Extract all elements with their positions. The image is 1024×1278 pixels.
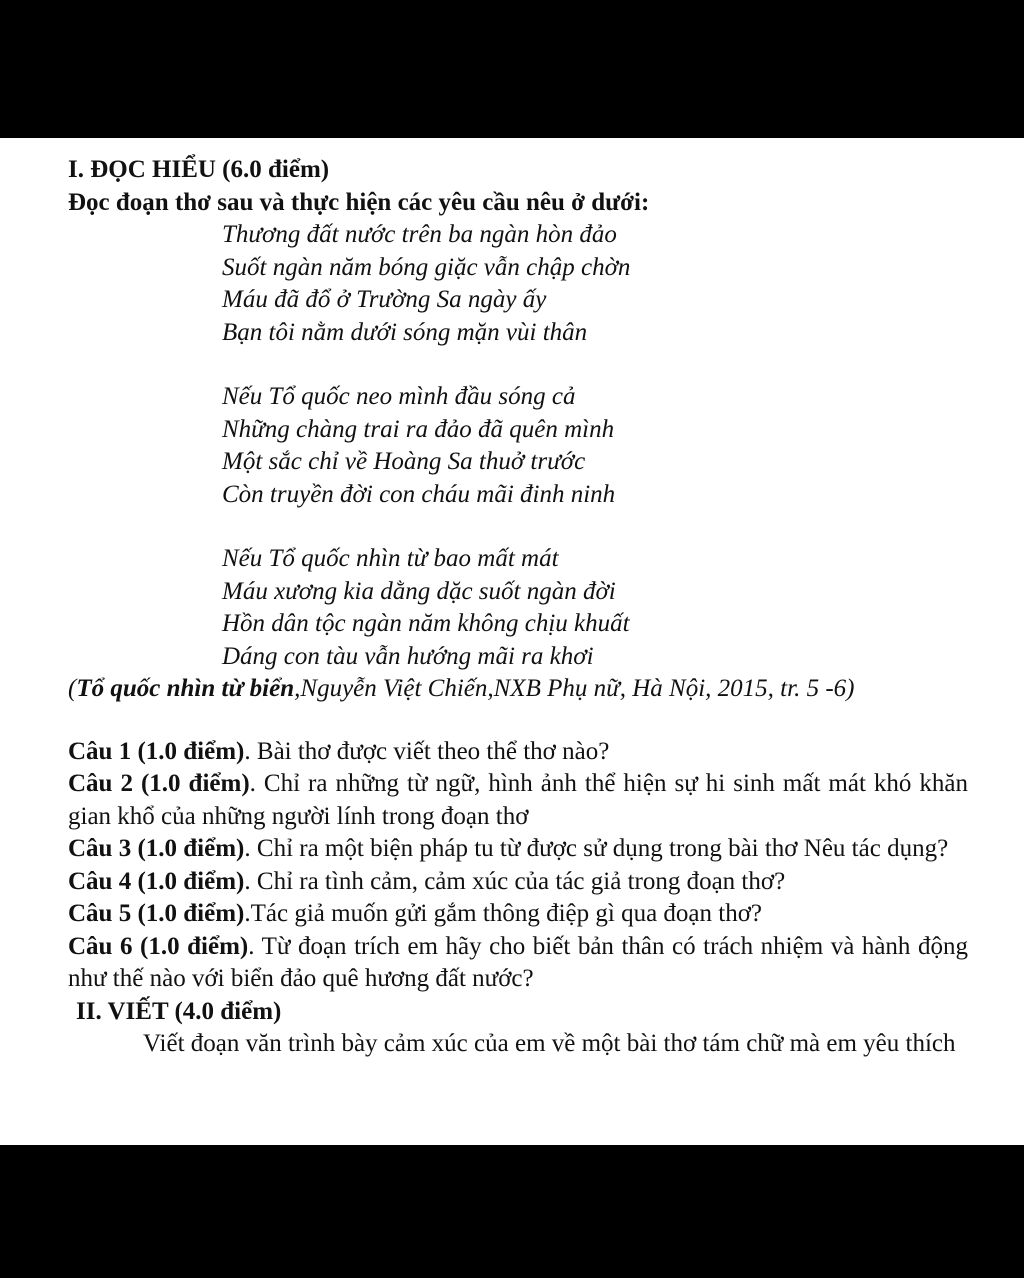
poem-source-title: Tổ quốc nhìn từ biển — [76, 675, 295, 702]
document-page — [0, 138, 1024, 1145]
question-text: . Chỉ ra những từ ngữ, hình ảnh thể hiện sự hi sinh mất mát khó khăn gian khổ của những người lính trong đoạn thơ — [68, 770, 968, 830]
poem-line: Suốt ngàn năm bóng giặc vẫn chập chờn — [222, 253, 631, 281]
question-text: . Bài thơ được viết theo thể thơ nào? — [244, 737, 610, 765]
document-content — [68, 154, 968, 1061]
poem-source: (Tổ quốc nhìn từ biển,Nguyễn Việt Chiến,NXB Phụ nữ, Hà Nội, 2015, tr. 5 -6) — [68, 675, 855, 702]
question-text: . Từ đoạn trích em hãy cho biết bản thân có trách nhiệm và hành động như thế nào với biển đảo quê hương đất nước? — [68, 932, 968, 992]
poem-line: Một sắc chỉ về Hoàng Sa thuở trước — [222, 448, 586, 475]
question-item — [68, 931, 968, 996]
question-text: . Chỉ ra một biện pháp tu từ được sử dụng trong bài thơ Nêu tác dụng? — [244, 835, 949, 862]
question-label: Câu 5 (1.0 điểm) — [68, 900, 245, 927]
poem-line: Còn truyền đời con cháu mãi đinh ninh — [222, 480, 616, 508]
section-1-heading: I. ĐỌC HIỂU (6.0 điểm) — [68, 156, 330, 183]
question-item — [68, 833, 968, 866]
poem-line: Hồn dân tộc ngàn năm không chịu khuất — [222, 610, 630, 637]
poem-line: Máu đã đổ ở Trường Sa ngày ấy — [222, 286, 547, 313]
question-label: Câu 4 (1.0 điểm) — [68, 867, 245, 895]
poem-line: Máu xương kia dằng dặc suốt ngàn đời — [222, 577, 616, 605]
question-item — [68, 768, 968, 833]
reading-instruction: Đọc đoạn thơ sau và thực hiện các yêu cầu nêu ở dưới: — [68, 188, 650, 216]
question-item — [68, 898, 968, 931]
poem-line: Dáng con tàu vẫn hướng mãi ra khơi — [222, 642, 594, 670]
poem-line: Nếu Tổ quốc nhìn từ bao mất mát — [222, 545, 559, 572]
writing-task: Viết đoạn văn trình bày cảm xúc của em về một bài thơ tám chữ mà em yêu thích — [143, 1030, 956, 1057]
question-list — [68, 736, 968, 996]
question-text: .Tác giả muốn gửi gắm thông điệp gì qua đoạn thơ? — [244, 900, 763, 927]
question-label: Câu 1 (1.0 điểm) — [68, 737, 245, 765]
poem-line: Những chàng trai ra đảo đã quên mình — [222, 415, 615, 443]
question-label: Câu 6 (1.0 điểm) — [68, 932, 249, 960]
poem-line: Thương đất nước trên ba ngàn hòn đảo — [222, 221, 617, 248]
question-item — [68, 866, 968, 899]
question-text: . Chỉ ra tình cảm, cảm xúc của tác giả trong đoạn thơ? — [244, 867, 786, 895]
section-2-heading: II. VIẾT (4.0 điểm) — [76, 997, 282, 1025]
question-item — [68, 736, 968, 769]
poem-excerpt — [68, 219, 968, 673]
question-label: Câu 2 (1.0 điểm) — [68, 770, 250, 797]
poem-source-details: ,Nguyễn Việt Chiến,NXB Phụ nữ, Hà Nội, 2015, tr. 5 -6) — [294, 675, 855, 702]
question-label: Câu 3 (1.0 điểm) — [68, 835, 245, 862]
poem-line: Bạn tôi nằm dưới sóng mặn vùi thân — [222, 318, 588, 346]
poem-line: Nếu Tổ quốc neo mình đầu sóng cả — [222, 383, 576, 410]
